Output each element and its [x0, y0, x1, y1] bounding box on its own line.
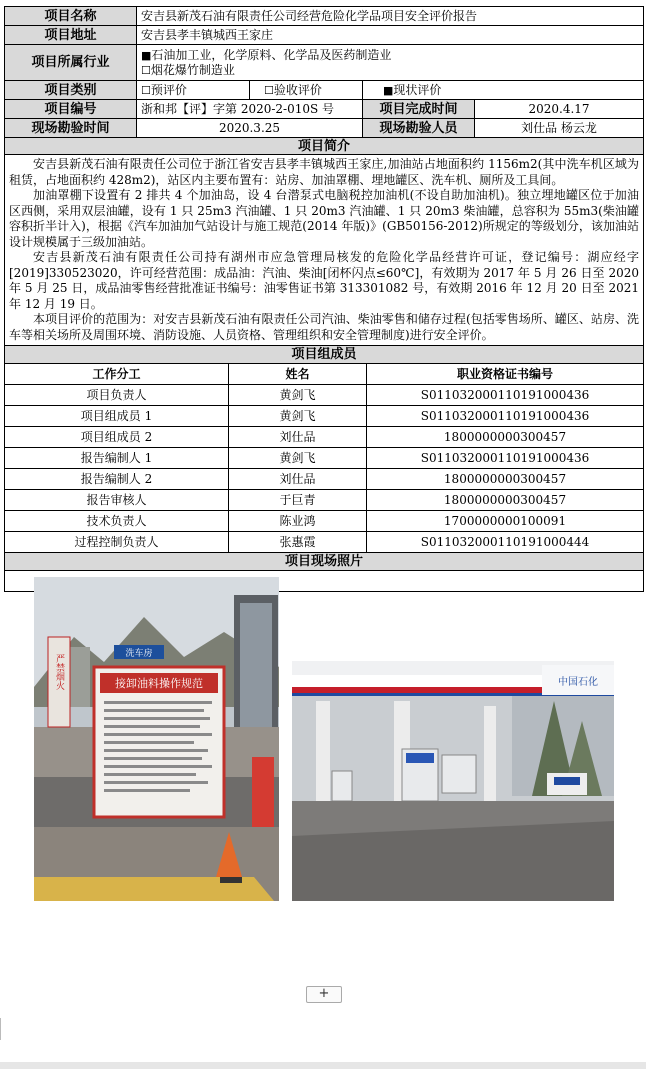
- team-cell-role: 项目组成员 2: [5, 427, 229, 448]
- industry-option-2: 烟花爆竹制造业: [150, 62, 235, 77]
- category-label: 项目类别: [5, 81, 137, 100]
- team-cell-name: 黄剑飞: [229, 448, 367, 469]
- project-name-label: 项目名称: [5, 7, 137, 26]
- team-cell-name: 刘仕品: [229, 469, 367, 490]
- survey-time-label: 现场勘验时间: [5, 119, 137, 138]
- team-row: [5, 448, 644, 469]
- site-photo-2: [292, 661, 614, 901]
- team-cell-role: 报告编制人 2: [5, 469, 229, 490]
- team-cell-cert: S011032000110191000444: [367, 532, 644, 553]
- category-checkbox-3[interactable]: ■: [383, 83, 394, 97]
- team-row: [5, 490, 644, 511]
- project-number-value: 浙和邦【评】字第 2020-2-010S 号: [137, 100, 363, 119]
- team-cell-name: 黄剑飞: [229, 385, 367, 406]
- project-number-label: 项目编号: [5, 100, 137, 119]
- project-info-table: [4, 6, 644, 346]
- category-checkbox-1[interactable]: ☐: [141, 83, 151, 97]
- category-cell-2: [250, 81, 363, 100]
- team-cell-cert: S011032000110191000436: [367, 448, 644, 469]
- industry-option-1: 石油加工业，化学原料、化学品及医药制造业: [151, 47, 392, 62]
- col-header-role: 工作分工: [5, 364, 229, 385]
- intro-body: [5, 155, 644, 346]
- team-cell-cert: S011032000110191000436: [367, 385, 644, 406]
- category-option-2: 验收评价: [273, 82, 322, 97]
- add-button[interactable]: +: [306, 986, 342, 1003]
- unloading-sign-title: 接卸油料操作规范: [115, 677, 203, 690]
- team-row: [5, 406, 644, 427]
- site-photo-1: [34, 577, 279, 901]
- industry-checkbox-1[interactable]: ■: [141, 48, 152, 62]
- team-row: [5, 469, 644, 490]
- intro-paragraph-2: 加油罩棚下设置有 2 排共 4 个加油岛，设 4 台潜泵式电脑税控加油机(不设自助加油机)。独立埋地罐区位于加油区西侧，采用双层油罐，设有 1 只 25m3 汽油罐、1 只 20m3 汽油罐、1 只 20m3 柴油罐，总容积为 55m3(柴油罐容积折半计入)，根据《汽车加油加气站设计与施工规范(2014 年版)》(GB50156-2012)所规定的等级划分，该加油站设计规模属于三级加油站。: [9, 188, 640, 249]
- industry-label: 项目所属行业: [5, 45, 137, 81]
- team-cell-name: 黄剑飞: [229, 406, 367, 427]
- team-cell-role: 技术负责人: [5, 511, 229, 532]
- team-heading: 项目组成员: [5, 346, 644, 364]
- photos-area: [5, 571, 644, 690]
- team-cell-role: 过程控制负责人: [5, 532, 229, 553]
- team-cell-role: 项目负责人: [5, 385, 229, 406]
- photos-heading: 项目现场照片: [5, 553, 644, 571]
- project-address-value: 安吉县孝丰镇城西王家庄: [137, 26, 644, 45]
- team-cell-name: 张惠霞: [229, 532, 367, 553]
- team-row: [5, 532, 644, 553]
- survey-people-label: 现场勘验人员: [363, 119, 475, 138]
- category-cell-3: [363, 81, 644, 100]
- wash-room-sign: 洗车房: [125, 649, 153, 659]
- intro-paragraph-3: 安吉县新茂石油有限责任公司持有湖州市应急管理局核发的危险化学品经营许可证，登记编号：湖应经字[2019]330523020，许可经营范围：成品油：汽油、柴油[闭杯闪点≤60℃]，有效期为 2017 年 5 月 26 日至 2020 年 5 月 25 日，成品油零售经营批准证书编号：油零售证书第 313301082 号，有效期 2016 年 12 月 20 日至 2021 年 12 月 19 日。: [9, 250, 640, 311]
- station-brand-text: 中国石化: [558, 677, 598, 688]
- bottom-scrollbar[interactable]: [0, 1062, 646, 1069]
- completion-time-value: 2020.4.17: [475, 100, 644, 119]
- project-address-label: 项目地址: [5, 26, 137, 45]
- project-name-value: 安吉县新茂石油有限责任公司经营危险化学品项目安全评价报告: [137, 7, 644, 26]
- team-cell-cert: S011032000110191000436: [367, 406, 644, 427]
- col-header-cert: 职业资格证书编号: [367, 364, 644, 385]
- no-fire-sign-text: 严禁烟火: [54, 654, 64, 690]
- team-rows: [5, 385, 644, 553]
- team-cell-name: 于巨青: [229, 490, 367, 511]
- team-table: [4, 345, 644, 690]
- team-cell-role: 报告编制人 1: [5, 448, 229, 469]
- site-photo-1-image: [34, 577, 279, 901]
- team-row: [5, 427, 644, 448]
- category-option-1: 预评价: [150, 82, 187, 97]
- industry-options: [137, 45, 644, 81]
- industry-checkbox-2[interactable]: ☐: [141, 63, 151, 77]
- team-cell-cert: 1800000000300457: [367, 469, 644, 490]
- team-row: [5, 511, 644, 532]
- category-checkbox-2[interactable]: ☐: [264, 83, 274, 97]
- intro-paragraph-1: 安吉县新茂石油有限责任公司位于浙江省安吉县孝丰镇城西王家庄,加油站占地面积约 1156m2(其中洗车机区域为租赁，占地面积约 428m2)，站区内主要布置有：站房、加油罩棚、埋地罐区、洗车机、厕所及工具间。: [9, 157, 640, 187]
- completion-time-label: 项目完成时间: [363, 100, 475, 119]
- caret-line: [0, 1018, 1, 1040]
- team-row: [5, 385, 644, 406]
- intro-heading: 项目简介: [5, 138, 644, 155]
- team-cell-cert: 1800000000300457: [367, 490, 644, 511]
- team-cell-role: 项目组成员 1: [5, 406, 229, 427]
- col-header-name: 姓名: [229, 364, 367, 385]
- category-cell-1: [137, 81, 250, 100]
- team-cell-name: 陈业鸿: [229, 511, 367, 532]
- team-cell-cert: 1800000000300457: [367, 427, 644, 448]
- report-sheet: [4, 6, 643, 690]
- survey-time-value: 2020.3.25: [137, 119, 363, 138]
- survey-people-value: 刘仕品 杨云龙: [475, 119, 644, 138]
- site-photo-2-image: [292, 661, 614, 901]
- category-option-3: 现状评价: [393, 82, 442, 97]
- team-cell-cert: 1700000000100091: [367, 511, 644, 532]
- team-cell-role: 报告审核人: [5, 490, 229, 511]
- team-cell-name: 刘仕品: [229, 427, 367, 448]
- intro-paragraph-4: 本项目评价的范围为：对安吉县新茂石油有限责任公司汽油、柴油零售和储存过程(包括零售场所、罐区、站房、洗车等相关场所及周围环境、消防设施、人员资格、管理组织和安全管理制度)进行安全评价。: [9, 312, 640, 342]
